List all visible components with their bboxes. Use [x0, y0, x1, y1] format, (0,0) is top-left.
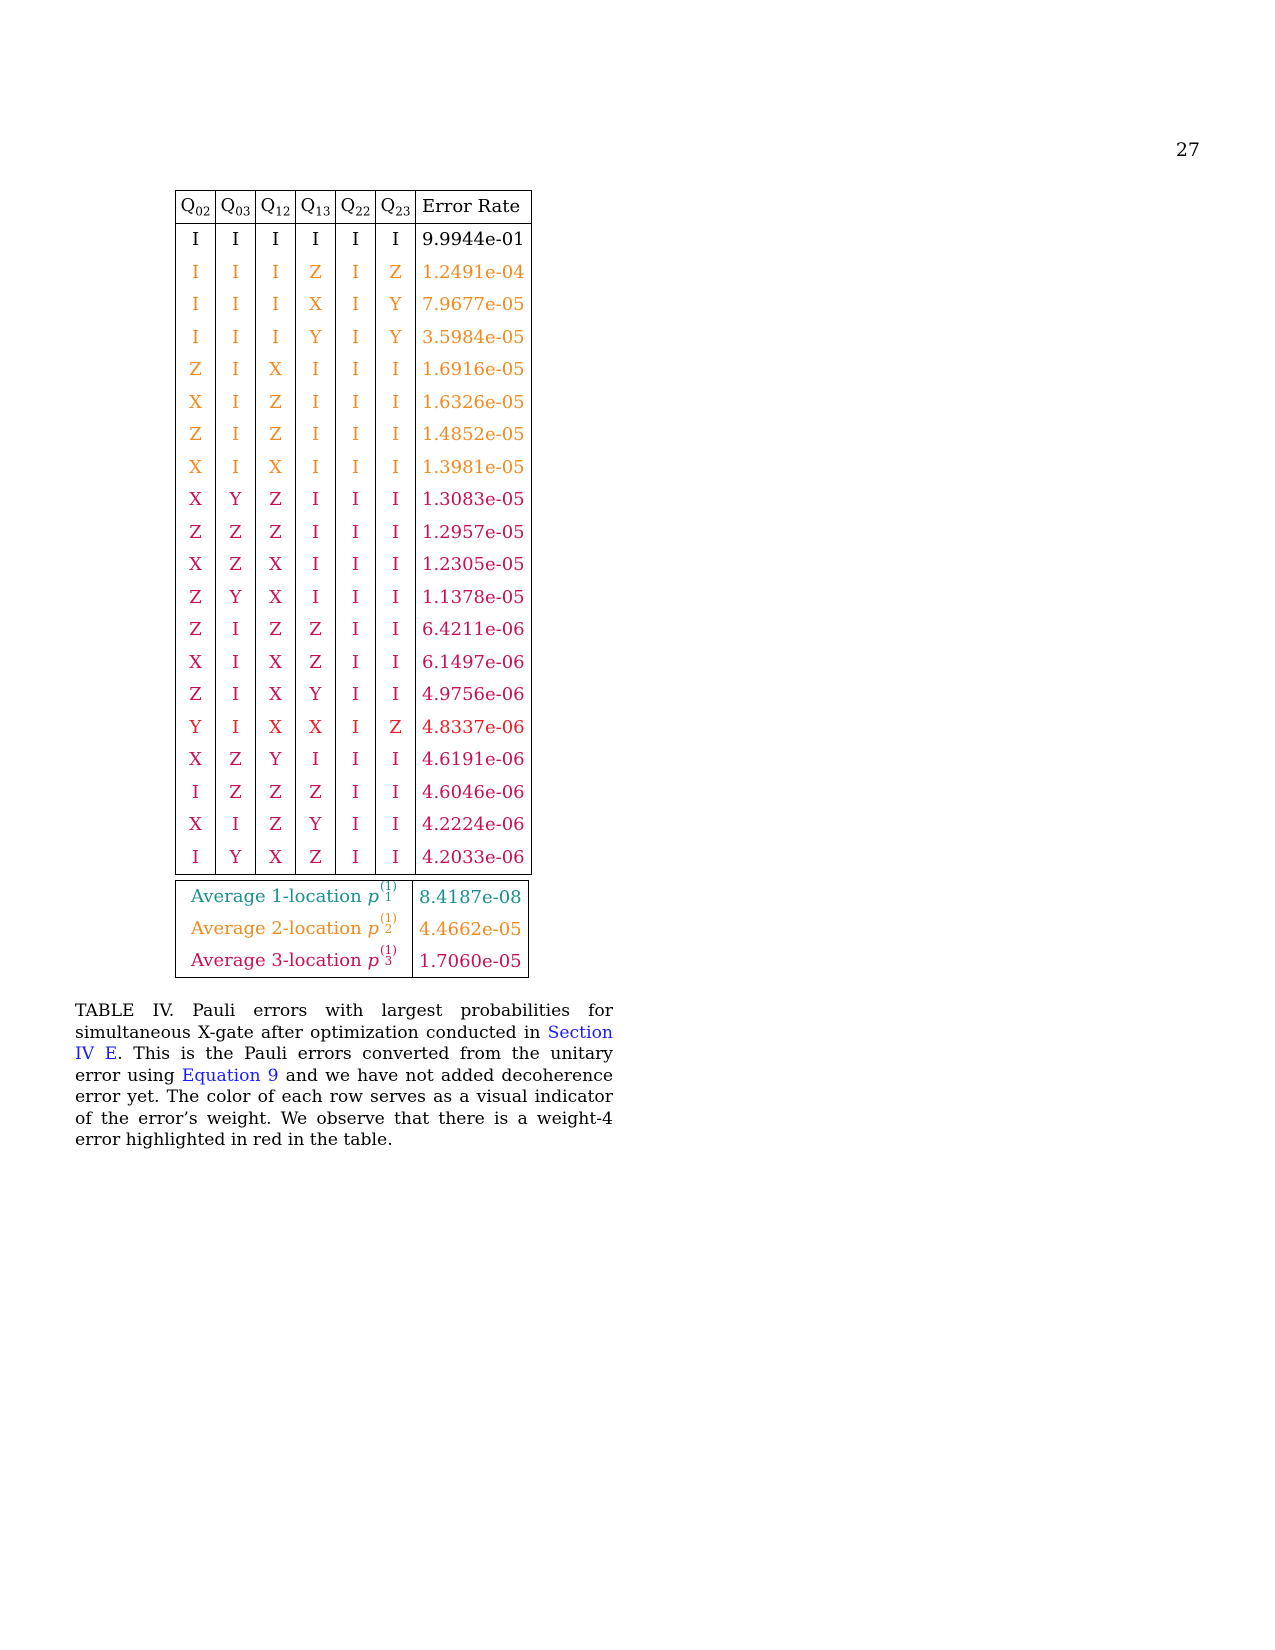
pauli-op-cell: Y [376, 289, 416, 322]
pauli-op-cell: I [176, 777, 216, 810]
pauli-op-cell: Z [176, 614, 216, 647]
pauli-op-cell: I [336, 387, 376, 420]
pauli-op-cell: X [256, 679, 296, 712]
pauli-op-cell: I [296, 549, 336, 582]
pauli-op-cell: Y [176, 712, 216, 745]
pauli-op-cell: Z [296, 257, 336, 290]
pauli-op-cell: I [216, 322, 256, 355]
table-header-row [176, 191, 532, 224]
column-header-sub: 12 [275, 204, 291, 219]
pauli-op-cell: I [376, 679, 416, 712]
error-rate-cell: 1.2305e-05 [416, 549, 532, 582]
average-label: Average 1-location [191, 886, 368, 908]
pauli-op-cell: X [256, 842, 296, 875]
pauli-op-cell: I [376, 419, 416, 452]
pauli-op-cell: Z [176, 419, 216, 452]
pauli-op-cell: X [256, 647, 296, 680]
table-row [176, 387, 532, 420]
average-value-cell: 1.7060e-05 [413, 945, 529, 978]
error-rate-cell: 4.2033e-06 [416, 842, 532, 875]
error-rate-cell: 1.2491e-04 [416, 257, 532, 290]
table-row [176, 777, 532, 810]
error-rate-cell: 6.1497e-06 [416, 647, 532, 680]
pauli-op-cell: I [256, 322, 296, 355]
p-scripts [380, 945, 397, 967]
table-row [176, 614, 532, 647]
pauli-op-cell: I [336, 712, 376, 745]
table-row [176, 354, 532, 387]
pauli-op-cell: Z [296, 777, 336, 810]
pauli-op-cell: I [336, 224, 376, 257]
column-header-base: Q [180, 194, 196, 216]
pauli-op-cell: I [336, 322, 376, 355]
average-row [176, 945, 529, 978]
pauli-op-cell: X [176, 809, 216, 842]
column-header-sub: 03 [235, 204, 251, 219]
error-rate-cell: 7.9677e-05 [416, 289, 532, 322]
pauli-op-cell: Z [176, 582, 216, 615]
pauli-op-cell: I [216, 224, 256, 257]
table-row [176, 679, 532, 712]
pauli-op-cell: I [256, 257, 296, 290]
table-row [176, 842, 532, 875]
pauli-op-cell: I [376, 842, 416, 875]
average-value-cell: 8.4187e-08 [413, 881, 529, 914]
p-scripts [380, 913, 397, 935]
pauli-op-cell: Z [256, 517, 296, 550]
pauli-op-cell: I [256, 224, 296, 257]
pauli-op-cell: Z [216, 549, 256, 582]
pauli-op-cell: I [296, 582, 336, 615]
pauli-op-cell: Z [376, 712, 416, 745]
average-table [175, 880, 529, 978]
table-row [176, 452, 532, 485]
p-subscript: 3 [384, 954, 393, 969]
average-row [176, 881, 529, 914]
p-scripts [380, 881, 397, 903]
pauli-op-cell: Y [216, 842, 256, 875]
error-rate-cell: 1.3083e-05 [416, 484, 532, 517]
error-rate-cell: 1.4852e-05 [416, 419, 532, 452]
table-row [176, 419, 532, 452]
pauli-op-cell: I [296, 744, 336, 777]
pauli-op-cell: I [216, 257, 256, 290]
pauli-op-cell: X [176, 647, 216, 680]
pauli-op-cell: I [376, 777, 416, 810]
pauli-op-cell: I [376, 549, 416, 582]
pauli-op-cell: I [336, 257, 376, 290]
pauli-op-cell: Z [176, 354, 216, 387]
equation-link[interactable]: Equation 9 [181, 1065, 279, 1086]
column-header-sub: 13 [315, 204, 331, 219]
error-rate-cell: 3.5984e-05 [416, 322, 532, 355]
pauli-op-cell: I [296, 419, 336, 452]
error-rate-cell: 1.6916e-05 [416, 354, 532, 387]
caption-text-3: and we have not added decoherence error yet. The color of each row serves as a visual indicator of the error’s weight. We observe that there is a weight-4 error highlighted in red in the table. [75, 1065, 613, 1150]
pauli-op-cell: I [376, 452, 416, 485]
pauli-op-cell: I [336, 354, 376, 387]
pauli-op-cell: Z [256, 387, 296, 420]
pauli-op-cell: Z [256, 614, 296, 647]
pauli-op-cell: X [256, 354, 296, 387]
error-rate-cell: 4.9756e-06 [416, 679, 532, 712]
table-row [176, 289, 532, 322]
column-header-base: Q [300, 194, 316, 216]
pauli-op-cell: X [296, 712, 336, 745]
pauli-op-cell: Z [256, 777, 296, 810]
pauli-error-table [175, 190, 532, 978]
column-header-base: Q [220, 194, 236, 216]
error-rate-cell: 1.2957e-05 [416, 517, 532, 550]
pauli-op-cell: I [296, 484, 336, 517]
pauli-op-cell: Y [296, 322, 336, 355]
pauli-op-cell: Z [376, 257, 416, 290]
pauli-op-cell: I [176, 224, 216, 257]
error-rate-cell: 4.2224e-06 [416, 809, 532, 842]
table-row [176, 809, 532, 842]
pauli-op-cell: Z [296, 614, 336, 647]
page-number: 27 [1175, 139, 1200, 161]
pauli-op-cell: I [256, 289, 296, 322]
pauli-op-cell: I [176, 257, 216, 290]
pauli-op-cell: I [296, 452, 336, 485]
error-rate-cell: 6.4211e-06 [416, 614, 532, 647]
p-superscript: (1) [379, 911, 397, 926]
table-row [176, 517, 532, 550]
pauli-op-cell: I [376, 354, 416, 387]
pauli-op-cell: X [176, 484, 216, 517]
error-rate-cell: 4.8337e-06 [416, 712, 532, 745]
pauli-op-cell: Y [256, 744, 296, 777]
table-row [176, 484, 532, 517]
p-subscript: 1 [384, 890, 393, 905]
column-header-base: Q [340, 194, 356, 216]
column-header-q13 [296, 191, 336, 224]
average-label-cell [176, 913, 413, 945]
average-label: Average 2-location [191, 918, 368, 940]
pauli-op-cell: Y [296, 809, 336, 842]
error-rate-cell: 1.1378e-05 [416, 582, 532, 615]
column-header-base: Q [260, 194, 276, 216]
pauli-op-cell: Y [216, 582, 256, 615]
table-body [176, 224, 532, 875]
caption-text-2: . This is the Pauli errors converted from the unitary error using [75, 1044, 613, 1086]
table-row [176, 257, 532, 290]
pauli-op-cell: I [216, 452, 256, 485]
column-header-q02 [176, 191, 216, 224]
pauli-op-cell: I [336, 517, 376, 550]
column-header-sub: 02 [195, 204, 211, 219]
table-row [176, 712, 532, 745]
pauli-op-cell: I [336, 679, 376, 712]
pauli-op-cell: I [296, 224, 336, 257]
pauli-op-cell: I [216, 387, 256, 420]
pauli-op-cell: I [216, 614, 256, 647]
pauli-op-cell: X [256, 452, 296, 485]
pauli-op-cell: Z [216, 517, 256, 550]
column-header-q23 [376, 191, 416, 224]
pauli-op-cell: X [256, 712, 296, 745]
pauli-op-cell: I [336, 614, 376, 647]
pauli-op-cell: I [376, 517, 416, 550]
pauli-op-cell: I [216, 354, 256, 387]
table-row [176, 582, 532, 615]
pauli-op-cell: X [176, 549, 216, 582]
average-label-cell [176, 881, 413, 914]
pauli-op-cell: I [216, 679, 256, 712]
pauli-op-cell: I [336, 549, 376, 582]
pauli-op-cell: I [216, 809, 256, 842]
pauli-op-cell: Z [176, 679, 216, 712]
pauli-op-cell: I [376, 809, 416, 842]
pauli-op-cell: I [216, 289, 256, 322]
pauli-op-cell: Z [256, 809, 296, 842]
p-symbol: p [367, 918, 379, 940]
pauli-op-cell: Z [176, 517, 216, 550]
error-rate-cell: 4.6191e-06 [416, 744, 532, 777]
pauli-op-cell: I [376, 387, 416, 420]
pauli-op-cell: Z [216, 744, 256, 777]
pauli-op-cell: I [336, 452, 376, 485]
p-subscript: 2 [384, 922, 393, 937]
average-row [176, 913, 529, 945]
section-link[interactable]: Section IV E [75, 1022, 613, 1064]
pauli-op-cell: X [296, 289, 336, 322]
pauli-op-cell: I [376, 647, 416, 680]
pauli-op-cell: I [376, 614, 416, 647]
pauli-op-cell: I [296, 354, 336, 387]
column-header-sub: 22 [355, 204, 371, 219]
average-label-cell [176, 945, 413, 978]
pauli-op-cell: Z [256, 484, 296, 517]
pauli-op-cell: I [176, 842, 216, 875]
pauli-op-cell: I [336, 744, 376, 777]
pauli-op-cell: I [216, 419, 256, 452]
table-caption [75, 1001, 613, 1152]
pauli-op-cell: I [296, 517, 336, 550]
pauli-op-cell: I [376, 484, 416, 517]
pauli-op-cell: Y [296, 679, 336, 712]
pauli-op-cell: I [336, 419, 376, 452]
column-header-base: Q [380, 194, 396, 216]
column-header-error-rate: Error Rate [416, 191, 532, 224]
pauli-op-cell: Y [376, 322, 416, 355]
pauli-op-cell: I [376, 582, 416, 615]
error-rate-cell: 4.6046e-06 [416, 777, 532, 810]
table-row [176, 647, 532, 680]
table-row [176, 549, 532, 582]
pauli-op-cell: I [376, 224, 416, 257]
pauli-op-cell: I [216, 712, 256, 745]
p-symbol: p [367, 950, 379, 972]
pauli-op-cell: X [176, 387, 216, 420]
pauli-op-cell: I [176, 289, 216, 322]
average-table-body [176, 881, 529, 978]
pauli-op-cell: X [176, 452, 216, 485]
table-row [176, 224, 532, 257]
pauli-op-cell: I [216, 647, 256, 680]
pauli-op-cell: I [336, 809, 376, 842]
error-rate-cell: 9.9944e-01 [416, 224, 532, 257]
error-rate-cell: 1.3981e-05 [416, 452, 532, 485]
pauli-op-cell: I [336, 484, 376, 517]
pauli-op-cell: X [176, 744, 216, 777]
pauli-op-cell: I [336, 777, 376, 810]
pauli-op-cell: Y [216, 484, 256, 517]
p-symbol: p [367, 886, 379, 908]
pauli-op-cell: I [336, 647, 376, 680]
column-header-q03 [216, 191, 256, 224]
pauli-op-cell: I [336, 582, 376, 615]
pauli-op-cell: I [176, 322, 216, 355]
pauli-op-cell: I [376, 744, 416, 777]
pauli-op-cell: I [336, 842, 376, 875]
error-rate-cell: 1.6326e-05 [416, 387, 532, 420]
pauli-op-cell: Z [256, 419, 296, 452]
pauli-op-cell: Z [216, 777, 256, 810]
p-superscript: (1) [379, 943, 397, 958]
pauli-op-cell: X [256, 549, 296, 582]
p-superscript: (1) [379, 879, 397, 894]
pauli-op-cell: X [256, 582, 296, 615]
pauli-op-cell: Z [296, 647, 336, 680]
average-label: Average 3-location [191, 950, 368, 972]
table-row [176, 322, 532, 355]
pauli-op-cell: Z [296, 842, 336, 875]
average-value-cell: 4.4662e-05 [413, 913, 529, 945]
pauli-op-cell: I [336, 289, 376, 322]
column-header-q22 [336, 191, 376, 224]
column-header-sub: 23 [395, 204, 411, 219]
column-header-q12 [256, 191, 296, 224]
pauli-table [175, 190, 532, 875]
pauli-op-cell: I [296, 387, 336, 420]
table-row [176, 744, 532, 777]
caption-text-1: TABLE IV. Pauli errors with largest probabilities for simultaneous X-gate after optimization conducted in [75, 1001, 613, 1043]
